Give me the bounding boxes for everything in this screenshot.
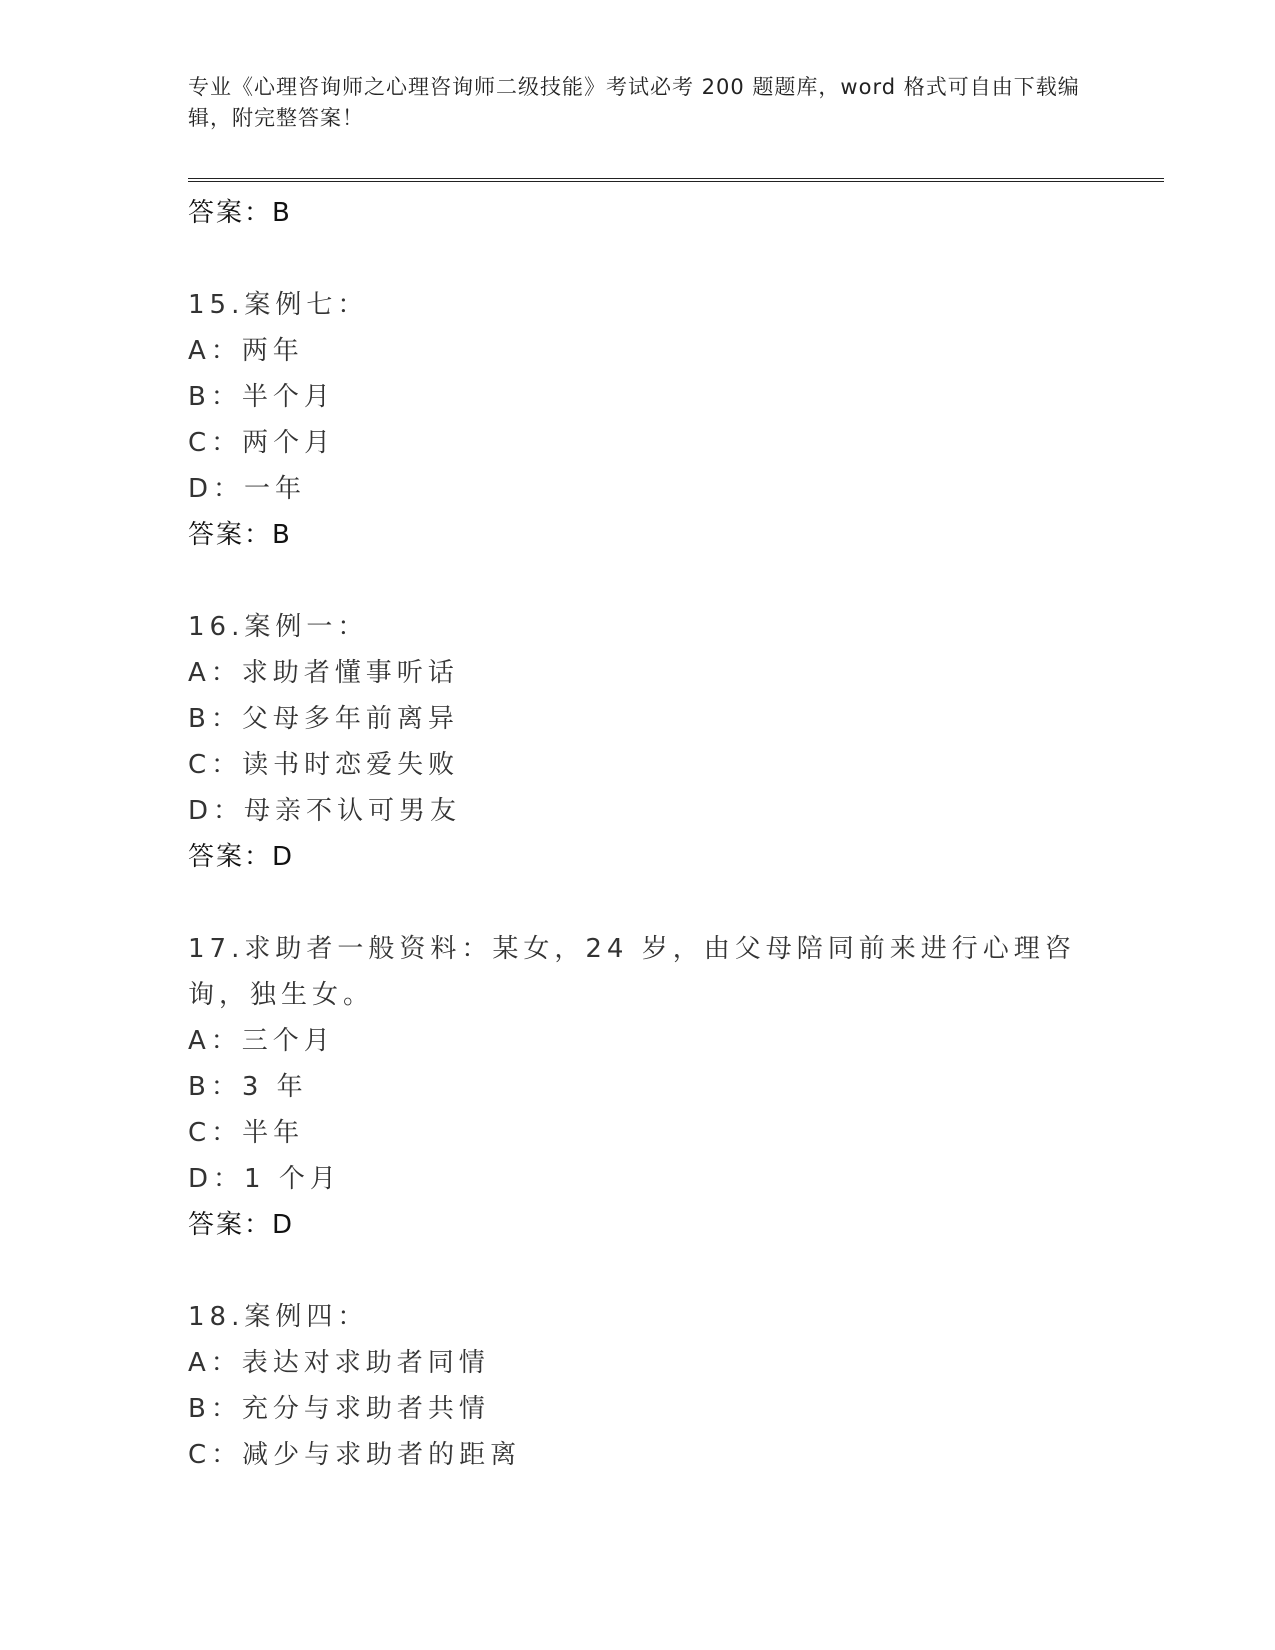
option-d: D：1 个月	[188, 1164, 341, 1194]
question-title: 16.案例一：	[188, 612, 369, 642]
spacer	[188, 1248, 1108, 1294]
option-d: D：母亲不认可男友	[188, 796, 462, 826]
header-divider	[188, 178, 1164, 182]
option-b: B：充分与求助者共情	[188, 1394, 490, 1424]
option-c: C：读书时恋爱失败	[188, 750, 460, 780]
option-a: A：表达对求助者同情	[188, 1348, 490, 1378]
answer-line: 答案：D	[188, 1210, 295, 1240]
question-content	[188, 190, 1108, 1478]
option-b: B：父母多年前离异	[188, 704, 459, 734]
question-title: 18.案例四：	[188, 1302, 369, 1332]
answer-line: 答案：B	[188, 198, 292, 228]
option-c: C：半年	[188, 1118, 305, 1148]
answer-line: 答案：B	[188, 520, 292, 550]
question-block	[188, 1294, 1108, 1478]
page-header: 专业《心理咨询师之心理咨询师二级技能》考试必考 200 题题库，word 格式可自由下载编辑，附完整答案！	[188, 75, 1080, 130]
question-block	[188, 282, 1108, 558]
spacer	[188, 236, 1108, 282]
question-title: 15.案例七：	[188, 290, 369, 320]
option-c: C：两个月	[188, 428, 336, 458]
question-block	[188, 926, 1108, 1248]
spacer	[188, 558, 1108, 604]
answer-line: 答案：D	[188, 842, 295, 872]
option-a: A：两年	[188, 336, 304, 366]
option-b: B：3 年	[188, 1072, 308, 1102]
spacer	[188, 880, 1108, 926]
question-title: 17.求助者一般资料：某女，24 岁，由父母陪同前来进行心理咨询，独生女。	[188, 934, 1076, 1010]
question-block	[188, 604, 1108, 880]
option-a: A：三个月	[188, 1026, 335, 1056]
option-a: A：求助者懂事听话	[188, 658, 459, 688]
option-b: B：半个月	[188, 382, 335, 412]
option-d: D：一年	[188, 474, 307, 504]
option-c: C：减少与求助者的距离	[188, 1440, 522, 1470]
